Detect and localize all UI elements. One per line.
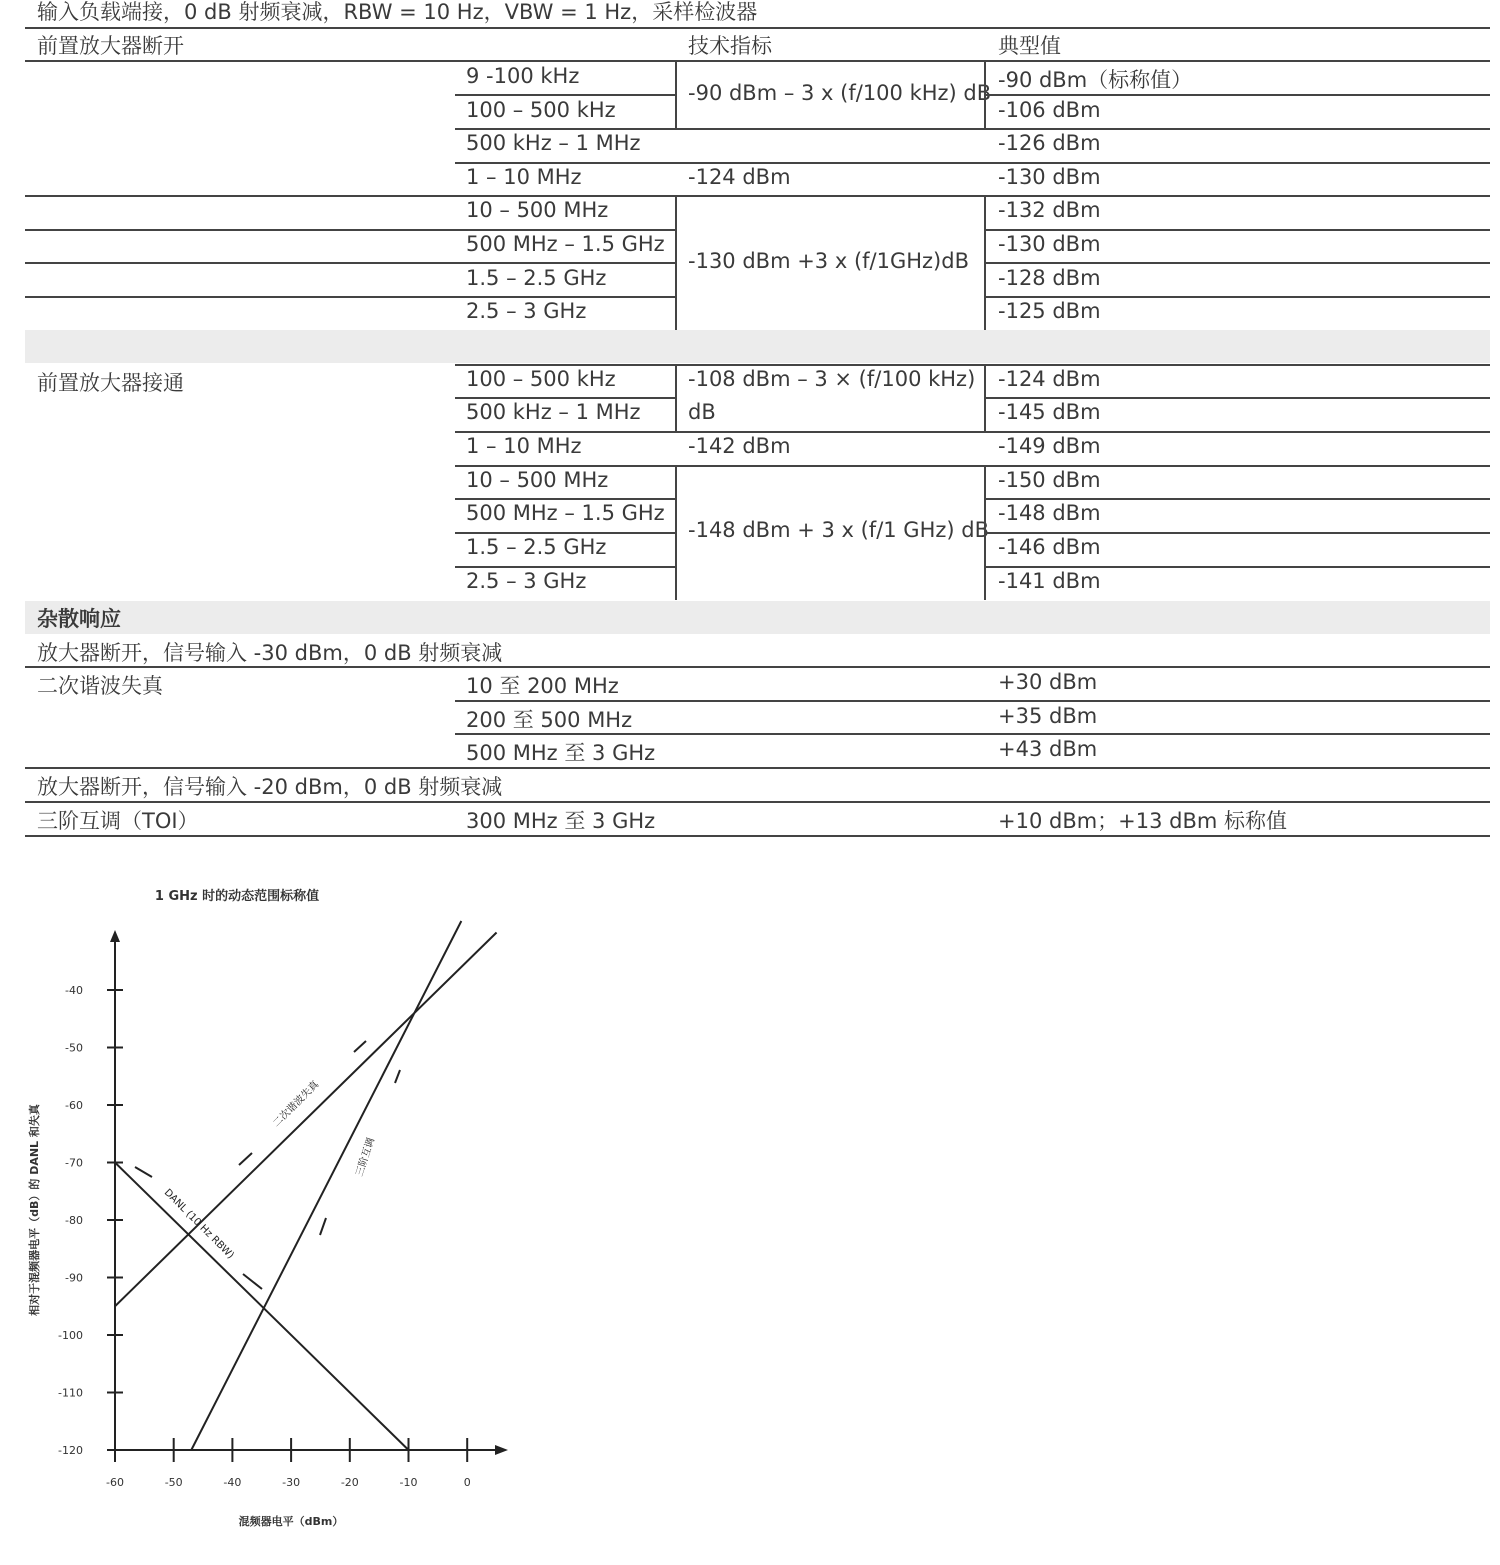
dynamic-range-chart: [0, 870, 560, 1560]
value-cell: +30 dBm: [998, 670, 1098, 694]
value-cell: +43 dBm: [998, 737, 1098, 761]
rule: [455, 465, 1490, 467]
typical-cell: -130 dBm: [998, 165, 1101, 189]
typical-cell: -148 dBm: [998, 501, 1101, 525]
rule: [455, 162, 1490, 164]
x-tick-label: -20: [340, 1476, 359, 1489]
x-tick-label: 0: [463, 1476, 471, 1489]
rule: [985, 262, 1490, 264]
x-tick-label: -50: [164, 1476, 183, 1489]
rule: [455, 532, 675, 534]
spec-cell: -124 dBm: [688, 165, 791, 189]
rule: [455, 733, 1490, 735]
typical-cell: -141 dBm: [998, 569, 1101, 593]
rule: [25, 296, 675, 298]
y-tick-label: -50: [65, 1041, 83, 1055]
typical-cell: -132 dBm: [998, 198, 1101, 222]
chart-title: 1 GHz 时的动态范围标称值: [154, 889, 320, 904]
rule: [25, 666, 1490, 668]
series-label: 二次谐波失真: [271, 1079, 322, 1130]
typical-cell: -90 dBm（标称值）: [998, 68, 1193, 92]
rule: [985, 397, 1490, 399]
freq-cell: 10 – 500 MHz: [466, 198, 609, 222]
rule: [455, 94, 675, 96]
freq-cell: 1.5 – 2.5 GHz: [466, 535, 607, 559]
col-rule: [675, 60, 677, 128]
typical-cell: -145 dBm: [998, 400, 1101, 424]
typical-cell: -150 dBm: [998, 468, 1101, 492]
series-label: DANL (10 Hz RBW): [161, 1187, 236, 1262]
rule: [985, 566, 1490, 568]
freq-cell: 500 MHz – 1.5 GHz: [466, 501, 665, 525]
x-tick-label: -60: [106, 1476, 124, 1489]
freq-cell: 1.5 – 2.5 GHz: [466, 266, 607, 290]
typical-cell: -126 dBm: [998, 131, 1101, 155]
y-tick-label: -120: [58, 1444, 83, 1457]
col-rule: [675, 465, 677, 600]
header-spec: 技术指标: [688, 34, 772, 58]
freq-cell: 300 MHz 至 3 GHz: [466, 809, 656, 833]
col-rule: [984, 465, 986, 600]
preamp-off-label: 前置放大器断开: [37, 34, 184, 58]
spec-cell: -130 dBm +3 x (f/1GHz)dB: [688, 249, 969, 273]
label-bracket: [395, 1070, 400, 1083]
spurious-title-band: [25, 601, 1490, 634]
typical-cell: -125 dBm: [998, 299, 1101, 323]
y-tick-label: -60: [65, 1099, 83, 1112]
x-tick-label: -40: [223, 1476, 242, 1489]
freq-cell: 1 – 10 MHz: [466, 165, 582, 189]
col-rule: [675, 195, 677, 330]
spec-cell: -90 dBm – 3 x (f/100 kHz) dB: [688, 81, 992, 105]
series-line: [115, 933, 497, 1307]
y-tick-label: -70: [65, 1156, 83, 1170]
rule: [985, 296, 1490, 298]
freq-cell: 500 MHz – 1.5 GHz: [466, 232, 665, 256]
x-tick-label: -30: [282, 1476, 301, 1489]
y-tick-label: -90: [65, 1271, 83, 1285]
freq-cell: 2.5 – 3 GHz: [466, 569, 587, 593]
rule: [25, 767, 1490, 769]
rule: [25, 195, 1490, 197]
spurious-title: 杂散响应: [37, 607, 121, 631]
rule: [985, 532, 1490, 534]
chart-ylabel: 相对于混频器电平（dB）的 DANL 和失真: [28, 1104, 41, 1316]
rule: [985, 498, 1490, 500]
label-bracket: [243, 1274, 262, 1289]
rule: [455, 397, 675, 399]
toi-label: 三阶互调（TOI）: [37, 809, 199, 833]
y-tick-label: -110: [58, 1386, 83, 1400]
rule: [455, 566, 675, 568]
freq-cell: 9 -100 kHz: [466, 64, 580, 88]
typical-cell: -106 dBm: [998, 98, 1101, 122]
chart-series: [115, 921, 497, 1450]
typical-cell: -130 dBm: [998, 232, 1101, 256]
chart-xlabel: 混频器电平（dBm）: [238, 1515, 344, 1528]
y-tick-label: -40: [65, 984, 83, 997]
freq-cell: 100 – 500 kHz: [466, 367, 616, 391]
col-rule: [984, 364, 986, 431]
rule: [25, 262, 675, 264]
freq-cell: 500 MHz 至 3 GHz: [466, 741, 656, 765]
spec-cell: -108 dBm – 3 × (f/100 kHz): [688, 367, 976, 391]
typical-cell: -124 dBm: [998, 367, 1101, 391]
rule: [25, 835, 1490, 837]
spec-cell: -148 dBm + 3 x (f/1 GHz) dB: [688, 518, 990, 542]
label-bracket: [135, 1167, 152, 1177]
rule: [25, 801, 1490, 803]
spec-cell: -142 dBm: [688, 434, 791, 458]
typical-cell: -149 dBm: [998, 434, 1101, 458]
rule: [455, 128, 1490, 130]
typical-cell: -128 dBm: [998, 266, 1101, 290]
y-axis-arrow: [110, 930, 120, 942]
col-rule: [984, 60, 986, 128]
rule: [25, 60, 1490, 62]
value-cell: +10 dBm；+13 dBm 标称值: [998, 809, 1288, 833]
preamp-on-label: 前置放大器接通: [37, 371, 184, 395]
value-cell: +35 dBm: [998, 704, 1098, 728]
freq-cell: 10 – 500 MHz: [466, 468, 609, 492]
y-tick-label: -100: [58, 1329, 83, 1342]
label-bracket: [354, 1041, 366, 1052]
rule: [985, 94, 1490, 96]
rule: [455, 364, 1490, 366]
chart-series-labels: [135, 1041, 400, 1289]
spurious-cond2: 放大器断开，信号输入 -20 dBm，0 dB 射频衰减: [37, 775, 503, 799]
header-typical: 典型值: [998, 34, 1061, 58]
col-rule: [675, 364, 677, 431]
rule: [455, 700, 1490, 702]
label-bracket: [320, 1218, 326, 1235]
conditions-note: 输入负载端接，0 dB 射频衰减，RBW = 10 Hz，VBW = 1 Hz，采样检波器: [37, 0, 758, 24]
freq-cell: 10 至 200 MHz: [466, 674, 619, 698]
rule: [455, 498, 675, 500]
shd-label: 二次谐波失真: [37, 674, 163, 698]
freq-cell: 500 kHz – 1 MHz: [466, 400, 641, 424]
freq-cell: 100 – 500 kHz: [466, 98, 616, 122]
separator-band: [25, 330, 1490, 363]
rule: [455, 431, 1490, 433]
freq-cell: 200 至 500 MHz: [466, 708, 633, 732]
x-axis-arrow: [495, 1445, 508, 1455]
spec-cell: dB: [688, 400, 716, 424]
freq-cell: 500 kHz – 1 MHz: [466, 131, 641, 155]
rule: [25, 229, 675, 231]
rule: [25, 27, 1490, 29]
freq-cell: 2.5 – 3 GHz: [466, 299, 587, 323]
series-line: [115, 1163, 409, 1451]
typical-cell: -146 dBm: [998, 535, 1101, 559]
label-bracket: [239, 1153, 252, 1165]
chart-ticks: [58, 984, 471, 1489]
freq-cell: 1 – 10 MHz: [466, 434, 582, 458]
col-rule: [984, 195, 986, 330]
series-label: 三阶互调: [354, 1136, 378, 1178]
y-tick-label: -80: [65, 1214, 83, 1227]
x-tick-label: -10: [399, 1476, 418, 1489]
rule: [985, 229, 1490, 231]
spurious-cond1: 放大器断开，信号输入 -30 dBm，0 dB 射频衰减: [37, 641, 503, 665]
